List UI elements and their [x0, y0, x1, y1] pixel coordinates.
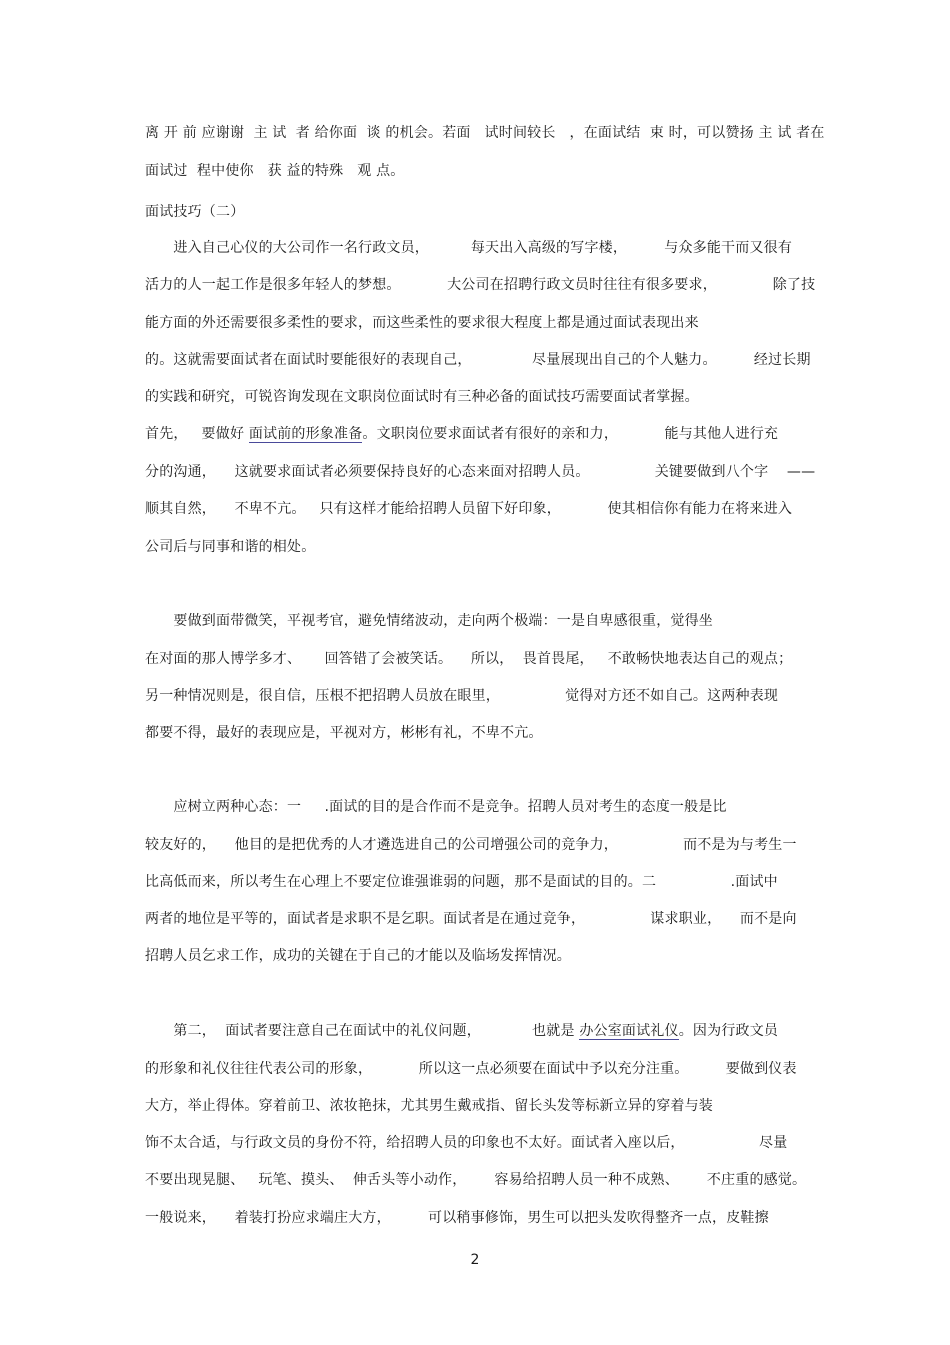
text-segment: 第二， 面试者要注意自己在面试中的礼仪问题， 也就是	[145, 1023, 580, 1039]
text-line: 饰不太合适，与行政文员的身份不符，给招聘人员的印象也不太好。面试者入座以后， 尽量	[145, 1135, 788, 1151]
section-heading: 面试技巧（二）	[145, 204, 245, 220]
text-line: 一般说来， 着装打扮应求端庄大方， 可以稍事修饰，男生可以把头发吹得整齐一点，皮鞋擦	[145, 1210, 769, 1226]
text-segment: 。因为行政文员	[678, 1023, 779, 1039]
text-line: 不要出现晃腿、 玩笔、摸头、 伸舌头等小动作， 容易给招聘人员一种不成熟、 不庄重的感觉。	[145, 1172, 807, 1188]
text-line-with-link	[145, 1021, 778, 1041]
page-number: 2	[470, 1252, 480, 1268]
text-line: 两者的地位是平等的，面试者是求职不是乞职。面试者是在通过竞争， 谋求职业， 而不是向	[145, 911, 797, 927]
text-line: 顺其自然， 不卑不亢。 只有这样才能给招聘人员留下好印象， 使其相信你有能力在将来进入	[145, 501, 793, 517]
image-preparation-link[interactable]: 面试前的形象准备	[248, 426, 363, 442]
text-line: 要做到面带微笑，平视考官，避免情绪波动，走向两个极端：一是自卑感很重，觉得坐	[145, 613, 713, 629]
text-line: 比高低而来，所以考生在心理上不要定位谁强谁弱的问题，那不是面试的目的。二 .面试中	[145, 874, 778, 890]
text-line: 公司后与同事和谐的相处。	[145, 539, 316, 555]
text-line: 在对面的那人博学多才、 回答错了会被笑话。 所以， 畏首畏尾， 不敢畅快地表达自己的观点；	[145, 651, 793, 667]
text-line: 应树立两种心态：一 .面试的目的是合作而不是竞争。招聘人员对考生的态度一般是比	[145, 799, 727, 815]
text-line: 的实践和研究，可锐咨询发现在文职岗位面试时有三种必备的面试技巧需要面试者掌握。	[145, 389, 699, 405]
text-line: 的。这就需要面试者在面试时要能很好的表现自己， 尽量展现出自己的个人魅力。 经过长期	[145, 352, 811, 368]
text-line: 都要不得，最好的表现应是，平视对方，彬彬有礼，不卑不亢。	[145, 725, 543, 741]
text-line-with-link	[145, 424, 778, 444]
office-etiquette-link[interactable]: 办公室面试礼仪	[579, 1023, 679, 1039]
text-line: 能方面的外还需要很多柔性的要求，而这些柔性的要求很大程度上都是通过面试表现出来	[145, 315, 699, 331]
text-line: 招聘人员乞求工作，成功的关键在于自己的才能以及临场发挥情况。	[145, 948, 571, 964]
text-line: 较友好的， 他目的是把优秀的人才遴选进自己的公司增强公司的竞争力， 而不是为与考生一	[145, 837, 797, 853]
text-line: 的形象和礼仪往往代表公司的形象， 所以这一点必须要在面试中予以充分注重。 要做到仪表	[145, 1061, 797, 1077]
text-line: 活力的人一起工作是很多年轻人的梦想。 大公司在招聘行政文员时往往有很多要求， 除了技	[145, 277, 816, 293]
text-line: 离 开 前 应谢谢 主 试 者 给你面 谈 的机会。若面 试时间较长 ，在面试结 束 时，可以赞扬 主 试 者在	[145, 125, 825, 141]
text-segment: 首先， 要做好	[145, 426, 249, 442]
text-line: 面试过 程中使你 获 益的特殊 观 点。	[145, 163, 405, 179]
text-line: 另一种情况则是，很自信，压根不把招聘人员放在眼里， 觉得对方还不如自己。这两种表现	[145, 688, 779, 704]
text-segment: 。文职岗位要求面试者有很好的亲和力， 能与其他人进行充	[362, 426, 779, 442]
text-line: 大方，举止得体。穿着前卫、浓妆艳抹，尤其男生戴戒指、留长头发等标新立异的穿着与装	[145, 1098, 713, 1114]
text-line: 分的沟通， 这就要求面试者必须要保持良好的心态来面对招聘人员。 关键要做到八个字 ——	[145, 464, 816, 480]
text-line: 进入自己心仪的大公司作一名行政文员， 每天出入高级的写字楼， 与众多能干而又很有	[145, 240, 793, 256]
